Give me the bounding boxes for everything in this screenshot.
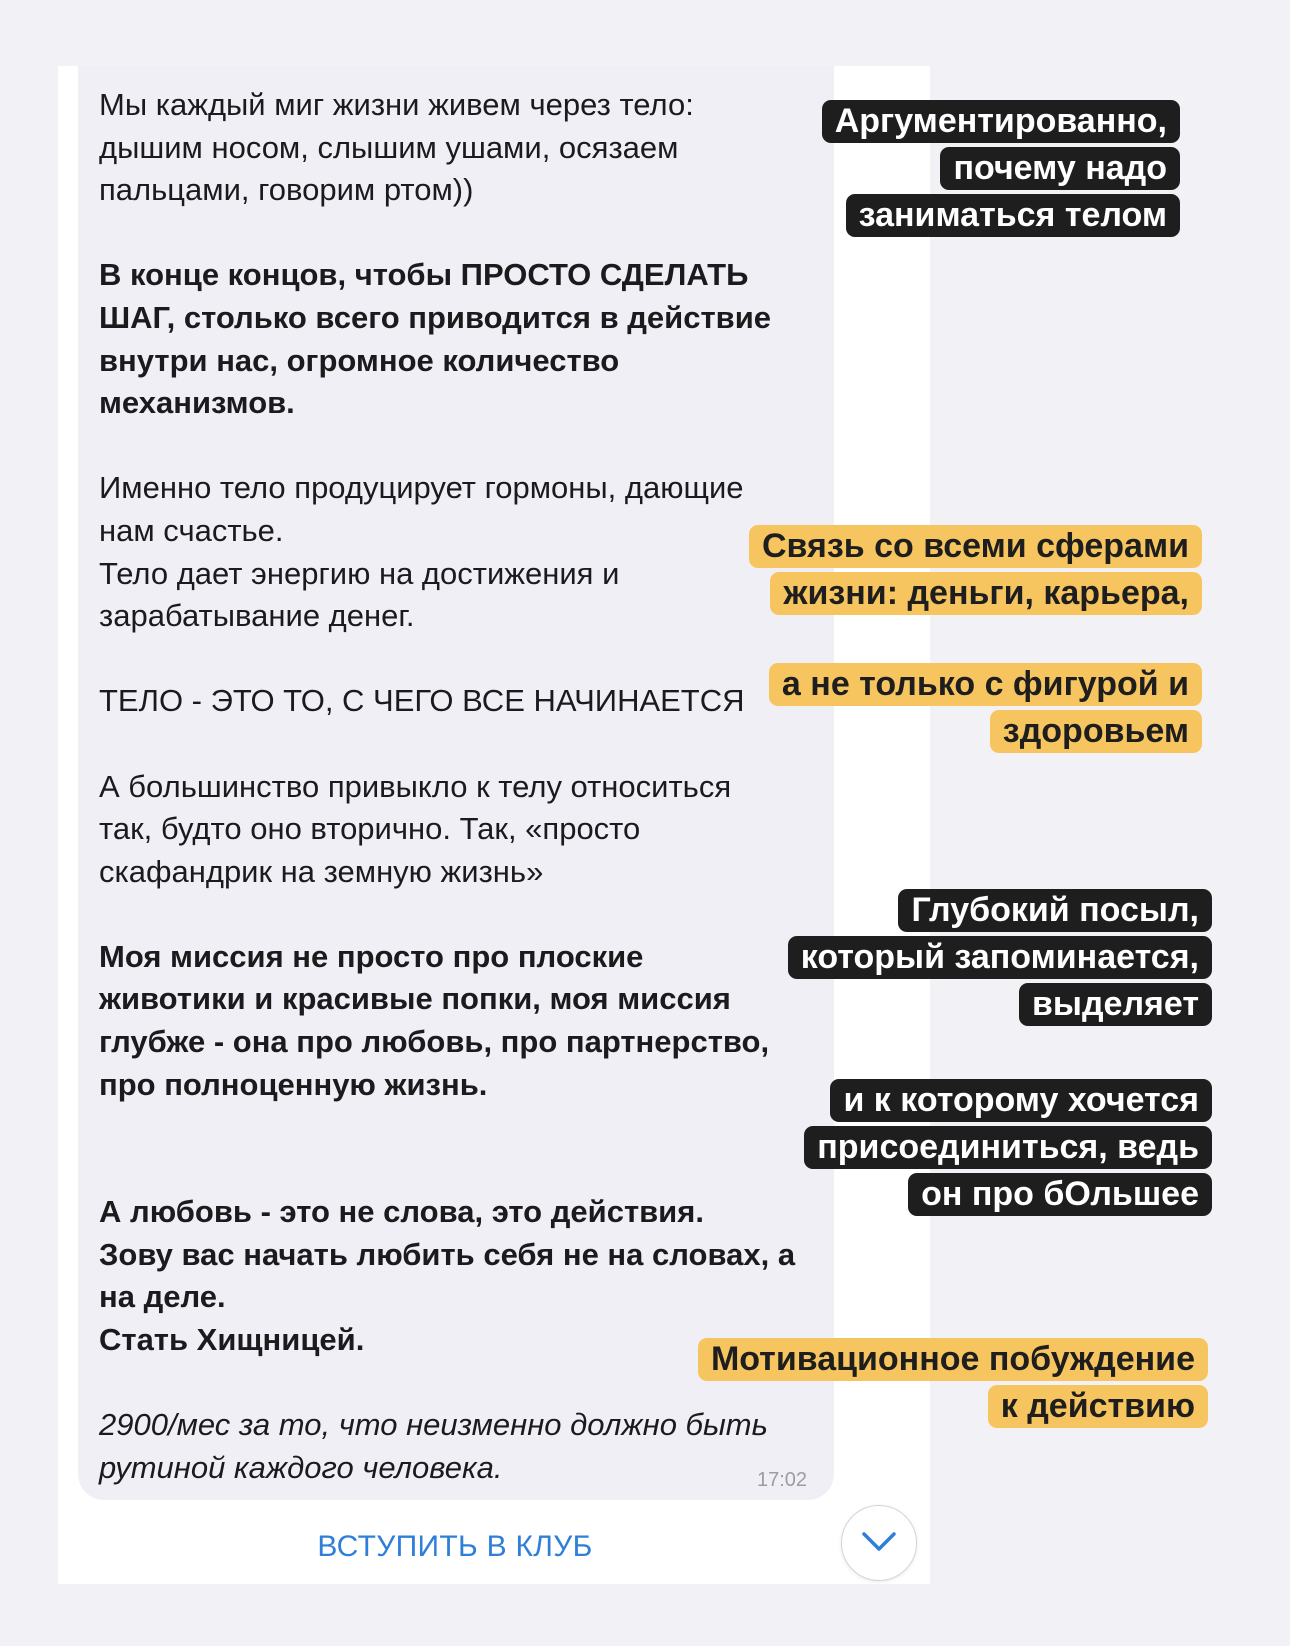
annotation-line: почему надо [940,147,1180,190]
scroll-down-button[interactable] [841,1505,917,1581]
annotation-line: а не только с фигурой и [769,663,1202,706]
annotation-line: жизни: деньги, карьера, [770,572,1202,615]
annotation-deep-message [760,887,1212,1028]
message-paragraph-4: ТЕЛО - ЭТО ТО, С ЧЕГО ВСЕ НАЧИНАЕТСЯ [99,683,745,719]
message-paragraph-7: А любовь - это не слова, это действия. Зову вас начать любить себя не на словах, а на деле. Стать Хищницей. [99,1194,796,1358]
message-timestamp: 17:02 [757,1469,808,1491]
annotation-line: и к которому хочется [830,1079,1212,1122]
annotation-line: заниматься телом [846,194,1180,237]
annotation-line: выделяет [1019,983,1212,1026]
message-paragraph-1: Мы каждый миг жизни живем через тело: дышим носом, слышим ушами, осязаем пальцами, говорим ртом)) [99,87,694,208]
annotation-line: присоединиться, ведь [804,1126,1212,1169]
annotation-line: Связь со всеми сферами [749,525,1202,568]
join-club-button[interactable]: ВСТУПИТЬ В КЛУБ [317,1530,593,1563]
message-paragraph-6: Моя миссия не просто про плоские животики и красивые попки, моя миссия глубже - она про любовь, про партнерство, про полноценную жизнь. [99,938,770,1102]
annotation-line: который запоминается, [788,936,1212,979]
message-paragraph-2: В конце концов, чтобы ПРОСТО СДЕЛАТЬ ШАГ, столько всего приводится в действие внутри нас, огромное количество механизмов. [99,257,772,421]
message-paragraph-8: 2900/мес за то, что неизменно должно быть рутиной каждого человека. [99,1407,768,1485]
chevron-down-icon [861,1530,897,1554]
annotation-line: Аргументированно, [822,100,1180,143]
message-text [99,84,819,1532]
message-paragraph-5: А большинство привыкло к телу относиться так, будто оно вторично. Так, «просто скафандрик на земную жизнь» [99,768,732,889]
annotation-motivation [640,1336,1208,1430]
annotation-not-only-figure [760,661,1202,755]
annotation-line: он про бОльшее [908,1173,1212,1216]
annotation-line: Мотивационное побуждение [698,1338,1208,1381]
annotation-line: к действию [988,1385,1208,1428]
annotation-line: здоровьем [990,710,1202,753]
annotation-argumented [760,98,1180,239]
annotation-line: Глубокий посыл, [898,889,1212,932]
message-paragraph-3: Именно тело продуцирует гормоны, дающие нам счастье. Тело дает энергию на достижения и зарабатывание денег. [99,470,744,634]
annotation-join-desire [780,1077,1212,1218]
annotation-connection [740,523,1202,617]
